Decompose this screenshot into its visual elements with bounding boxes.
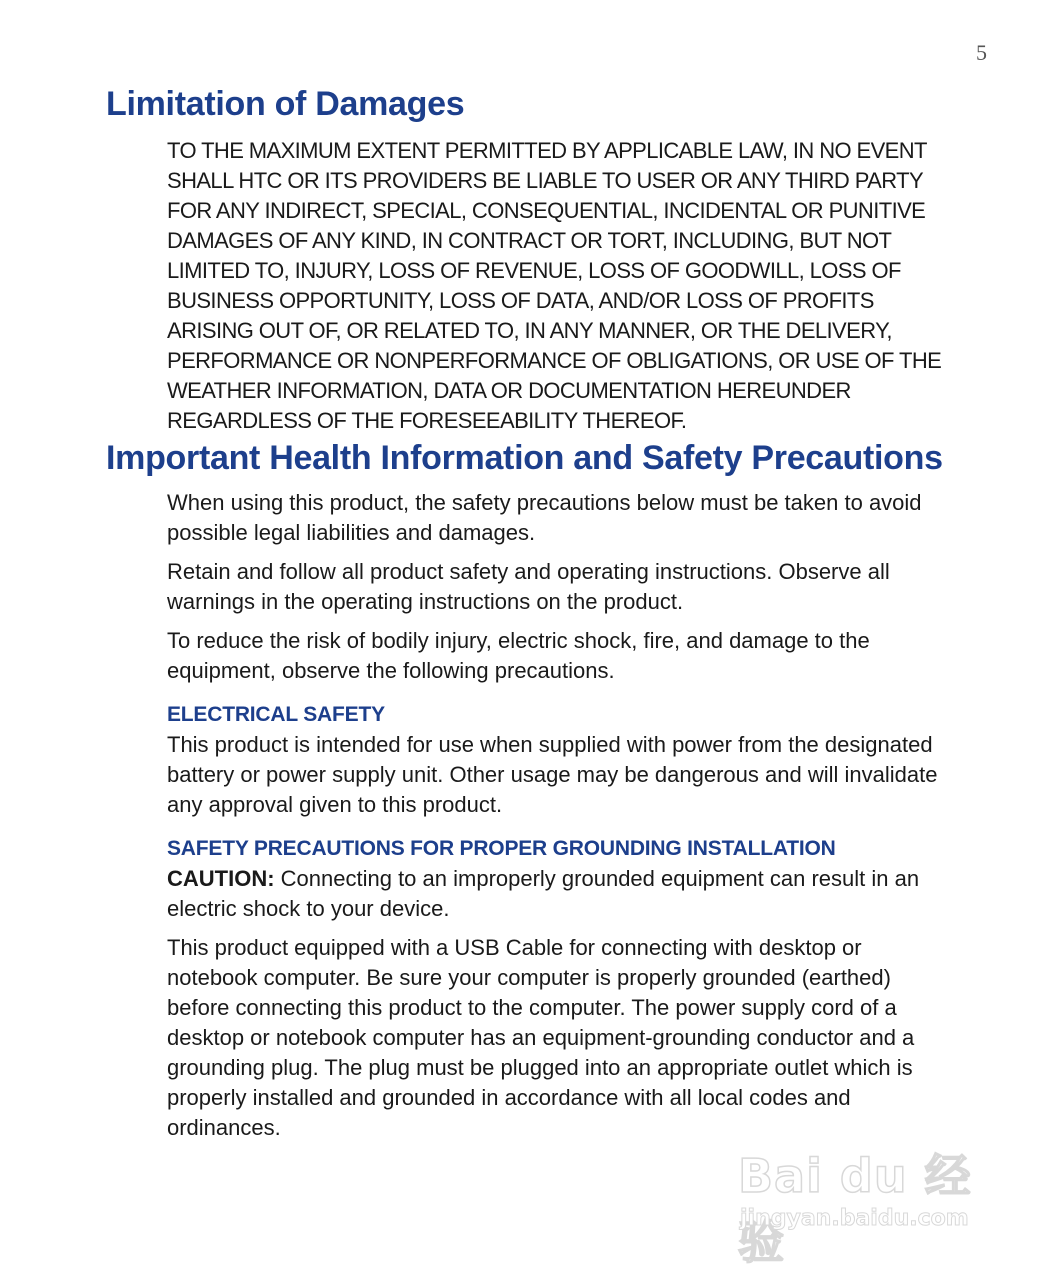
caution-text: Connecting to an improperly grounded equipment can result in an electric shock to your device. <box>167 866 920 921</box>
caution-label: CAUTION: <box>167 866 275 891</box>
limitation-title: Limitation of Damages <box>106 85 465 123</box>
baidu-watermark <box>738 1140 983 1269</box>
grounding-caution <box>167 864 957 924</box>
grounding-heading: SAFETY PRECAUTIONS FOR PROPER GROUNDING INSTALLATION <box>167 837 836 860</box>
health-body <box>167 488 957 1143</box>
grounding-text: This product equipped with a USB Cable for connecting with desktop or notebook computer. Be sure your computer is properly grounded (earthed) before connecting this product to the computer. The power supply cord of a desktop or notebook computer has an equipment-grounding conductor and a grounding plug. The plug must be plugged into an appropriate outlet which is properly installed and grounded in accordance with all local codes and ordinances. <box>167 935 915 1140</box>
document-content <box>106 82 966 1152</box>
page-number: 5 <box>976 40 987 65</box>
watermark-logo: Bai du 经验 <box>738 1149 972 1269</box>
watermark-url: jingyan.baidu.com <box>740 1206 969 1231</box>
electrical-heading: ELECTRICAL SAFETY <box>167 703 385 726</box>
electrical-text: This product is intended for use when supplied with power from the designated battery or power supply unit. Other usage may be dangerous and will invalidate any approval given to this product. <box>167 732 938 817</box>
limitation-body <box>167 136 957 436</box>
health-paragraph: Retain and follow all product safety and operating instructions. Observe all warnings in the operating instructions on the product. <box>167 559 890 614</box>
health-paragraph: When using this product, the safety precautions below must be taken to avoid possible legal liabilities and damages. <box>167 490 922 545</box>
limitation-text: TO THE MAXIMUM EXTENT PERMITTED BY APPLICABLE LAW, IN NO EVENT SHALL HTC OR ITS PROVIDERS BE LIABLE TO USER OR ANY THIRD PARTY FOR ANY INDIRECT, SPECIAL, CONSEQUENTIAL, INCIDENTAL OR PUNITIVE DAMAGES OF ANY KIND, IN CONTRACT OR TORT, INCLUDING, BUT NOT LIMITED TO, INJURY, LOSS OF REVENUE, LOSS OF GOODWILL, LOSS OF BUSINESS OPPORTUNITY, LOSS OF DATA, AND/OR LOSS OF PROFITS ARISING OUT OF, OR RELATED TO, IN ANY MANNER, OR THE DELIVERY, PERFORMANCE OR NONPERFORMANCE OF OBLIGATIONS, OR USE OF THE WEATHER INFORMATION, DATA OR DOCUMENTATION HEREUNDER REGARDLESS OF THE FORESEEABILITY THEREOF. <box>167 138 942 433</box>
health-title: Important Health Information and Safety Precautions <box>106 439 943 477</box>
health-paragraph: To reduce the risk of bodily injury, electric shock, fire, and damage to the equipment, observe the following precautions. <box>167 628 870 683</box>
